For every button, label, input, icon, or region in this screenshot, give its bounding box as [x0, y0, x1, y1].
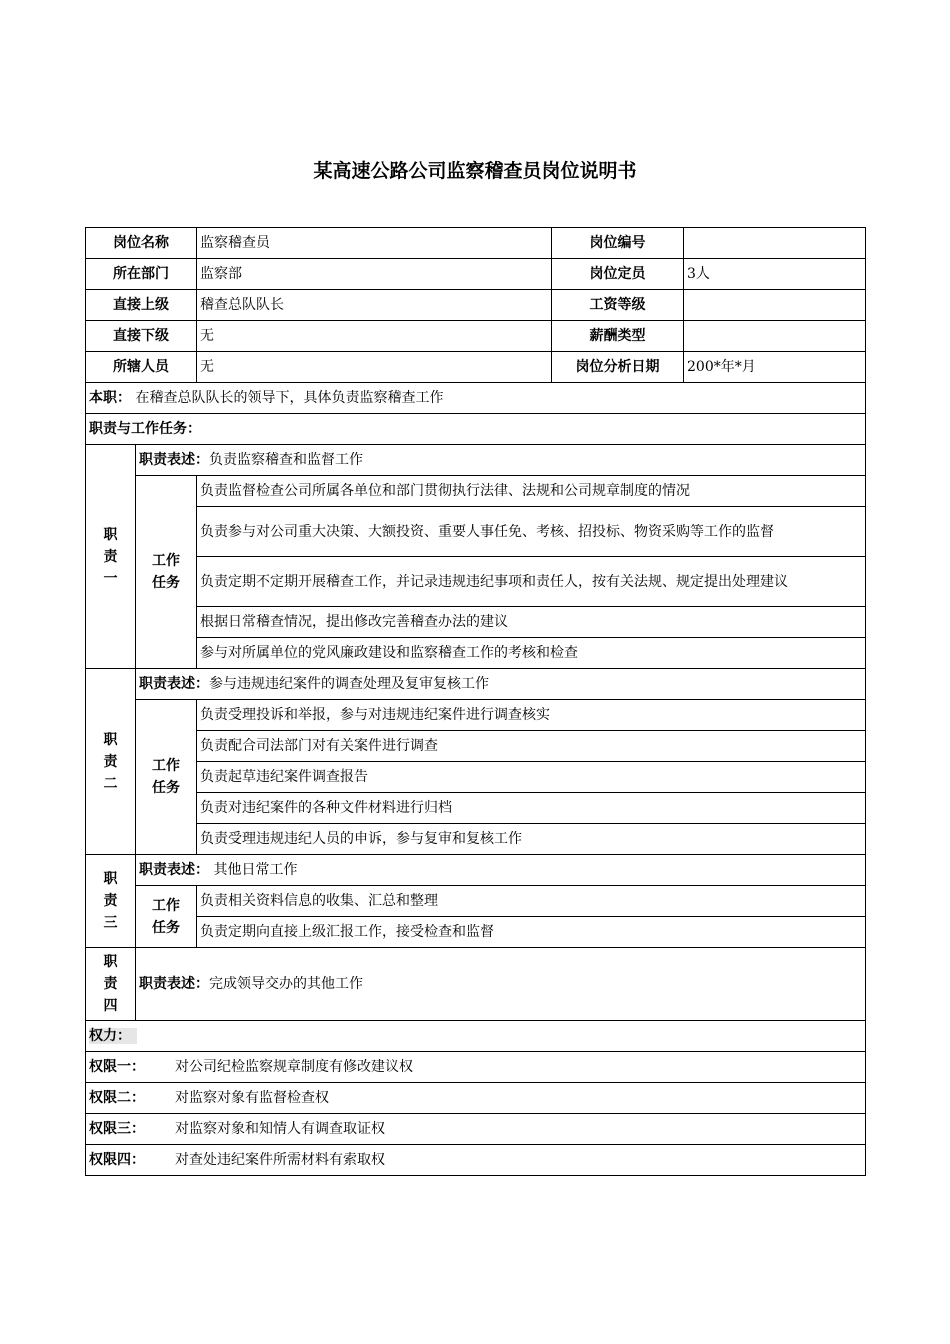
- task-row: [86, 917, 866, 948]
- task-row: [86, 762, 866, 793]
- label-char: 职: [103, 526, 118, 543]
- info-row: [86, 321, 866, 352]
- power-cell: [86, 1052, 866, 1083]
- post-no-label: 岗位编号: [552, 228, 684, 259]
- duty-cell: [86, 383, 866, 414]
- superior-label: 直接上级: [86, 290, 197, 321]
- analysis-date-label: 岗位分析日期: [552, 352, 684, 383]
- powers-header-row: [86, 1021, 866, 1052]
- task-item: 负责参与对公司重大决策、大额投资、重要人事任免、考核、招投标、物资采购等工作的监督: [197, 507, 866, 557]
- responsibility-desc-row: [86, 445, 866, 476]
- subordinate-label: 直接下级: [86, 321, 197, 352]
- responsibility-desc: [136, 855, 866, 886]
- pay-grade-label: 工资等级: [552, 290, 684, 321]
- task-item: 负责监督检查公司所属各单位和部门贯彻执行法律、法规和公司规章制度的情况: [197, 476, 866, 507]
- task-item: 负责起草违纪案件调查报告: [197, 762, 866, 793]
- responsibility-desc: [136, 445, 866, 476]
- info-row: [86, 352, 866, 383]
- task-label: [136, 476, 197, 669]
- powers-header-cell: [86, 1021, 866, 1052]
- duty-text: 在稽查总队队长的领导下，具体负责监察稽查工作: [135, 390, 444, 406]
- task-row: [86, 507, 866, 557]
- task-item: 负责配合司法部门对有关案件进行调查: [197, 731, 866, 762]
- pay-type-label: 薪酬类型: [552, 321, 684, 352]
- task-row: [86, 638, 866, 669]
- staff-label: 所辖人员: [86, 352, 197, 383]
- responsibility-desc: [136, 948, 866, 1021]
- responsibility-desc: [136, 669, 866, 700]
- label-char: 责: [103, 548, 118, 565]
- responsibility-desc-row: [86, 669, 866, 700]
- power-row: [86, 1052, 866, 1083]
- responsibility-label: [86, 445, 136, 669]
- responsibilities-header: 职责与工作任务：: [86, 414, 866, 445]
- task-item: 负责对违纪案件的各种文件材料进行归档: [197, 793, 866, 824]
- analysis-date-value: 200*年*月: [684, 352, 866, 383]
- label-char: 职: [103, 954, 118, 970]
- task-item: 负责定期不定期开展稽查工作，并记录违规违纪事项和责任人，按有关法规、规定提出处理建议: [197, 557, 866, 607]
- responsibility-label: [86, 855, 136, 948]
- power-label: 权限四：: [89, 1152, 145, 1168]
- label-char: 责: [103, 976, 118, 992]
- label-char: 责: [103, 893, 118, 909]
- responsibility-desc-row: [86, 855, 866, 886]
- staff-value: 无: [197, 352, 552, 383]
- power-text: 对监察对象有监督检查权: [175, 1090, 329, 1106]
- task-label-line: 任务: [152, 780, 180, 796]
- desc-label: 职责表述：: [139, 452, 209, 468]
- task-row: [86, 793, 866, 824]
- headcount-label: 岗位定员: [552, 259, 684, 290]
- task-label-line: 任务: [152, 919, 180, 936]
- post-no-value: [684, 228, 866, 259]
- desc-text: 其他日常工作: [209, 862, 298, 878]
- desc-text: 参与违规违纪案件的调查处理及复审复核工作: [209, 676, 489, 692]
- headcount-value: 3人: [684, 259, 866, 290]
- post-name-label: 岗位名称: [86, 228, 197, 259]
- task-label-line: 任务: [152, 575, 180, 591]
- task-item: 负责相关资料信息的收集、汇总和整理: [197, 886, 866, 917]
- power-cell: [86, 1083, 866, 1114]
- duty-row: [86, 383, 866, 414]
- responsibility-desc-row: [86, 948, 866, 1021]
- responsibility-label: [86, 948, 136, 1021]
- dept-label: 所在部门: [86, 259, 197, 290]
- info-row: [86, 259, 866, 290]
- job-description-table: [85, 227, 866, 1176]
- task-row: [86, 476, 866, 507]
- document-title: 某高速公路公司监察稽查员岗位说明书: [313, 160, 637, 182]
- pay-type-value: [684, 321, 866, 352]
- power-label: 权限二：: [89, 1090, 145, 1106]
- task-row: [86, 700, 866, 731]
- label-char: 四: [103, 998, 118, 1014]
- duty-label: 本职：: [89, 390, 131, 406]
- desc-label: 职责表述：: [139, 976, 209, 992]
- task-row: [86, 607, 866, 638]
- label-char: 一: [103, 570, 118, 587]
- task-label: [136, 700, 197, 855]
- task-label-line: 工作: [152, 897, 180, 914]
- power-row: [86, 1145, 866, 1176]
- responsibility-label: [86, 669, 136, 855]
- power-row: [86, 1114, 866, 1145]
- subordinate-value: 无: [197, 321, 552, 352]
- powers-header: 权力：: [89, 1028, 137, 1044]
- desc-text: 完成领导交办的其他工作: [209, 976, 363, 992]
- power-label: 权限三：: [89, 1121, 145, 1137]
- task-label-line: 工作: [152, 758, 180, 774]
- task-label: [136, 886, 197, 948]
- task-label-line: 工作: [152, 553, 180, 569]
- post-name-value: 监察稽查员: [197, 228, 552, 259]
- power-cell: [86, 1145, 866, 1176]
- task-row: [86, 886, 866, 917]
- power-label: 权限一：: [89, 1059, 145, 1075]
- power-text: 对查处违纪案件所需材料有索取权: [175, 1152, 385, 1168]
- dept-value: 监察部: [197, 259, 552, 290]
- task-item: 负责定期向直接上级汇报工作，接受检查和监督: [197, 917, 866, 948]
- label-char: 二: [103, 775, 118, 792]
- power-text: 对公司纪检监察规章制度有修改建议权: [175, 1059, 413, 1075]
- info-row: [86, 290, 866, 321]
- task-row: [86, 557, 866, 607]
- task-row: [86, 824, 866, 855]
- task-item: 负责受理投诉和举报，参与对违规违纪案件进行调查核实: [197, 700, 866, 731]
- superior-value: 稽查总队队长: [197, 290, 552, 321]
- task-row: [86, 731, 866, 762]
- desc-label: 职责表述：: [139, 676, 209, 692]
- pay-grade-value: [684, 290, 866, 321]
- label-char: 三: [103, 915, 118, 931]
- power-text: 对监察对象和知情人有调查取证权: [175, 1121, 385, 1137]
- label-char: 责: [103, 753, 118, 770]
- power-row: [86, 1083, 866, 1114]
- responsibilities-header-row: [86, 414, 866, 445]
- label-char: 职: [103, 871, 118, 887]
- desc-label: 职责表述：: [139, 862, 209, 878]
- power-cell: [86, 1114, 866, 1145]
- task-item: 负责受理违规违纪人员的申诉，参与复审和复核工作: [197, 824, 866, 855]
- label-char: 职: [103, 731, 118, 748]
- info-row: [86, 228, 866, 259]
- desc-text: 负责监察稽查和监督工作: [209, 452, 363, 468]
- task-item: 参与对所属单位的党风廉政建设和监察稽查工作的考核和检查: [197, 638, 866, 669]
- task-item: 根据日常稽查情况，提出修改完善稽查办法的建议: [197, 607, 866, 638]
